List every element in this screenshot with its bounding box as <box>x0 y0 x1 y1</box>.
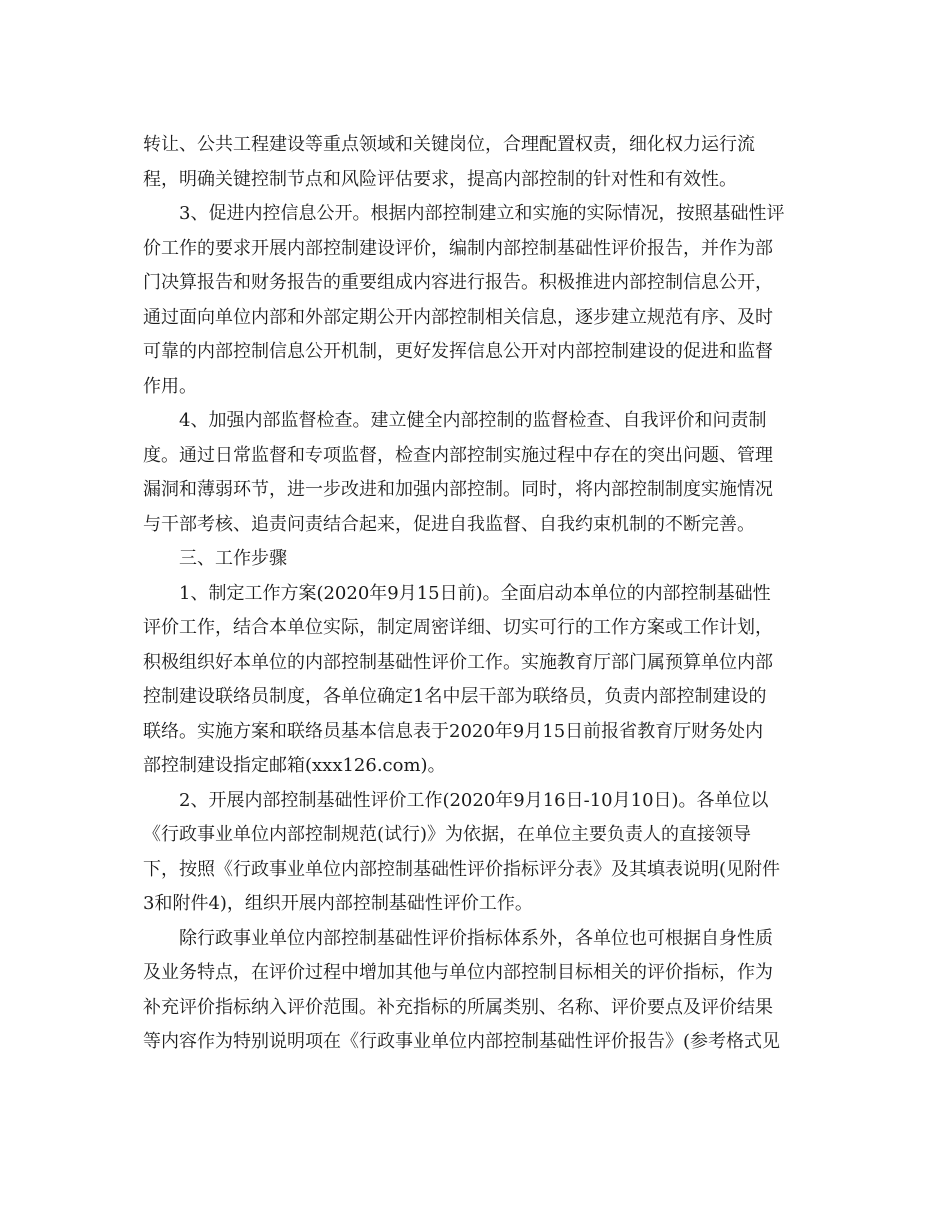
document-body <box>143 128 813 1060</box>
text-line: 除行政事业单位内部控制基础性评价指标体系外，各单位也可根据自身性质 <box>179 927 773 949</box>
text-line: 联络。实施方案和联络员基本信息表于2020年9月15日前报省教育厅财务处内 <box>143 720 764 742</box>
text-line: 评价工作，结合本单位实际，制定周密详细、切实可行的工作方案或工作计划， <box>143 617 773 638</box>
text-line: 部控制建设指定邮箱(xxx126.com)。 <box>143 755 446 776</box>
text-line: 转让、公共工程建设等重点领域和关键岗位，合理配置权责，细化权力运行流 <box>143 134 755 155</box>
text-line: 3和附件4)，组织开展内部控制基础性评价工作。 <box>143 893 533 914</box>
text-line: 漏洞和薄弱环节，进一步改进和加强内部控制。同时，将内部控制制度实施情况 <box>143 479 773 500</box>
text-line: 门决算报告和财务报告的重要组成内容进行报告。积极推进内部控制信息公开， <box>143 272 773 293</box>
text-line: 2、开展内部控制基础性评价工作(2020年9月16日-10月10日)。各单位以 <box>179 789 769 811</box>
text-line: 程，明确关键控制节点和风险评估要求，提高内部控制的针对性和有效性。 <box>143 168 737 190</box>
text-line: 三、工作步骤 <box>179 548 287 569</box>
text-line: 作用。 <box>143 375 197 397</box>
text-line: 补充评价指标纳入评价范围。补充指标的所属类别、名称、评价要点及评价结果 <box>143 996 773 1018</box>
text-line: 1、制定工作方案(2020年9月15日前)。全面启动本单位的内部控制基础性 <box>179 582 771 604</box>
text-line: 及业务特点，在评价过程中增加其他与单位内部控制目标相关的评价指标，作为 <box>143 962 773 983</box>
text-line: 控制建设联络员制度，各单位确定1名中层干部为联络员，负责内部控制建设的 <box>143 686 767 707</box>
text-line: 通过面向单位内部和外部定期公开内部控制相关信息，逐步建立规范有序、及时 <box>143 306 773 328</box>
text-line: 可靠的内部控制信息公开机制，更好发挥信息公开对内部控制建设的促进和监督 <box>143 341 773 362</box>
text-line: 度。通过日常监督和专项监督，检查内部控制实施过程中存在的突出问题、管理 <box>143 444 773 466</box>
text-line: 下，按照《行政事业单位内部控制基础性评价指标评分表》及其填表说明(见附件 <box>143 858 781 880</box>
text-line: 等内容作为特别说明项在《行政事业单位内部控制基础性评价报告》(参考格式见 <box>143 1031 781 1052</box>
text-line: 价工作的要求开展内部控制建设评价，编制内部控制基础性评价报告，并作为部 <box>143 237 773 259</box>
text-line: 与干部考核、追责问责结合起来，促进自我监督、自我约束机制的不断完善。 <box>143 513 755 535</box>
text-line: 积极组织好本单位的内部控制基础性评价工作。实施教育厅部门属预算单位内部 <box>143 651 773 673</box>
text-line: 4、加强内部监督检查。建立健全内部控制的监督检查、自我评价和问责制 <box>179 410 767 431</box>
text-line: 3、促进内控信息公开。根据内部控制建立和实施的实际情况，按照基础性评 <box>179 203 785 224</box>
text-line: 《行政事业单位内部控制规范(试行)》为依据，在单位主要负责人的直接领导 <box>143 824 752 845</box>
